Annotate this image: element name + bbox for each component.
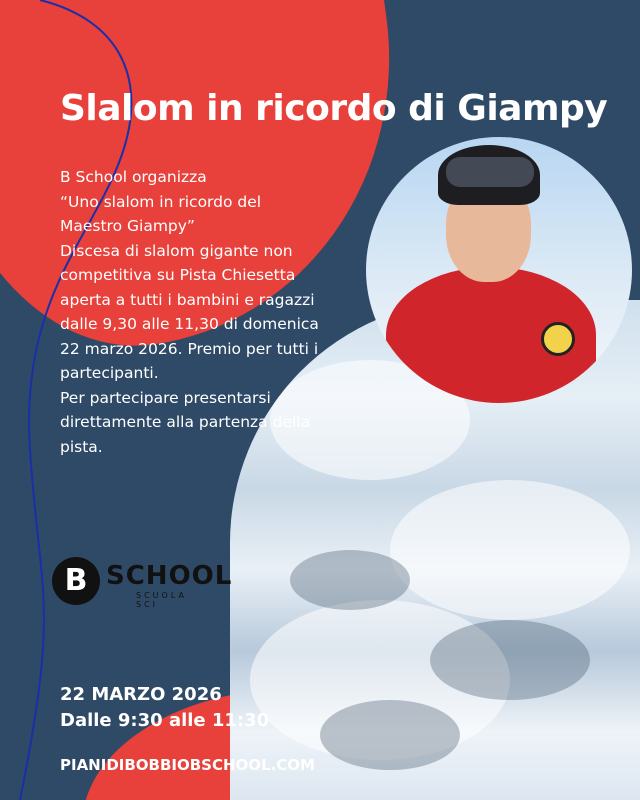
description-line: pista.: [60, 437, 103, 456]
instructor-portrait: [366, 137, 632, 403]
description-line: 22 marzo 2026. Premio per tutti i: [60, 339, 319, 358]
description-line: dalle 9,30 alle 11,30 di domenica: [60, 315, 319, 333]
description-line: partecipanti.: [60, 364, 159, 382]
logo-letter: B: [52, 557, 100, 605]
description-line: Maestro Giampy”: [60, 217, 195, 235]
description-line: “Uno slalom in ricordo del: [60, 192, 262, 211]
event-date: 22 MARZO 2026: [60, 684, 222, 705]
event-description: [60, 165, 350, 459]
description-line: Per partecipare presentarsi: [60, 388, 271, 407]
logo-word: SCHOOL: [106, 561, 233, 591]
description-line: aperta a tutti i bambini e ragazzi: [60, 290, 315, 309]
website-link[interactable]: PIANIDIBOBBIOBSCHOOL.COM: [60, 756, 315, 774]
poster-title: Slalom in ricordo di Giampy: [60, 88, 608, 129]
description-line: B School organizza: [60, 168, 207, 186]
description-line: competitiva su Pista Chiesetta: [60, 266, 296, 284]
logo-subtitle: SCUOLA SCI: [136, 591, 187, 609]
description-line: direttamente alla partenza della: [60, 413, 311, 431]
description-line: Discesa di slalom gigante non: [60, 241, 293, 260]
event-time: Dalle 9:30 alle 11:30: [60, 710, 270, 731]
